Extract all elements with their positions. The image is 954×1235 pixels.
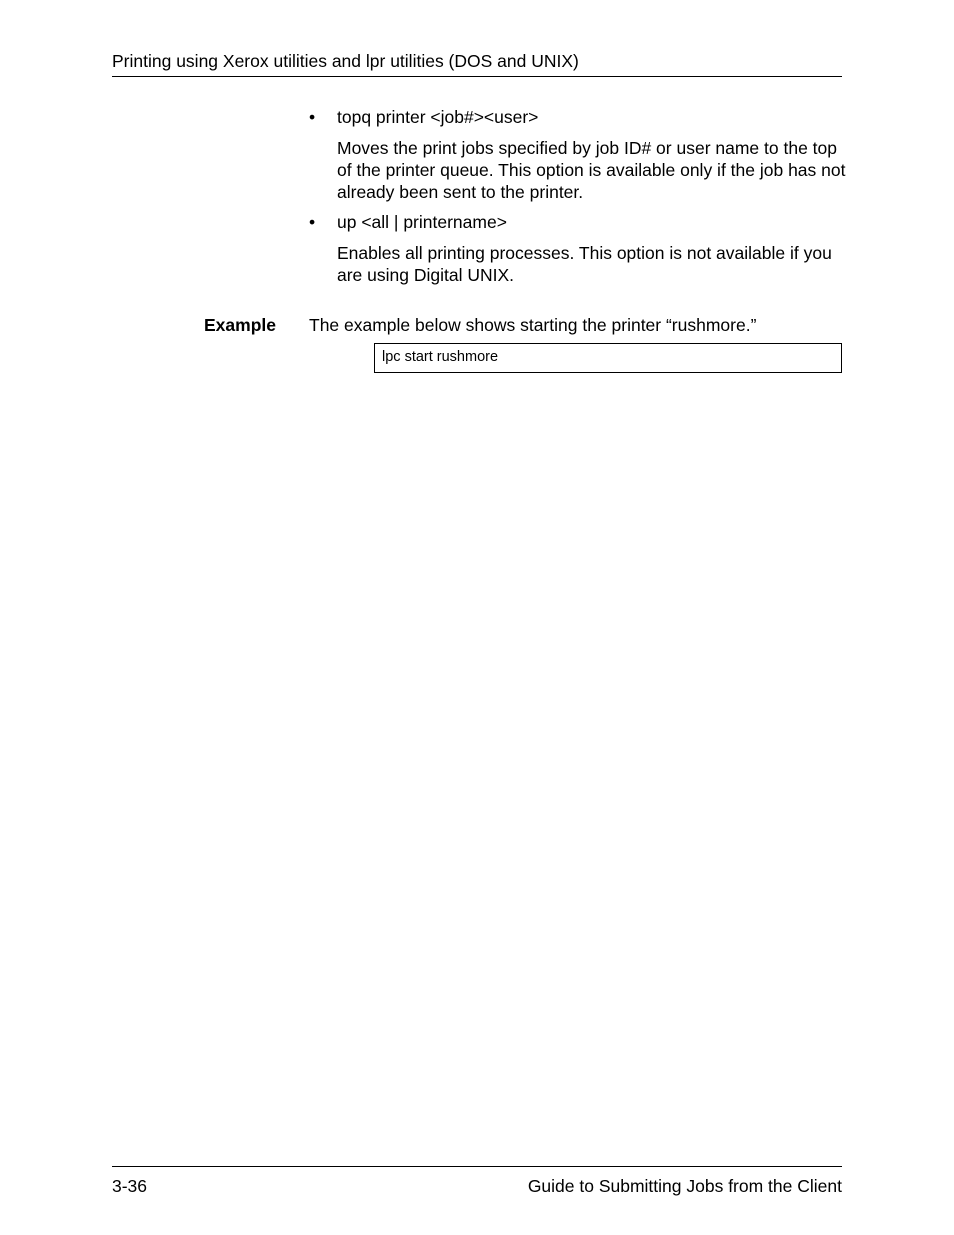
bullet-icon: • xyxy=(309,107,316,127)
list-item xyxy=(309,211,849,286)
guide-title: Guide to Submitting Jobs from the Client xyxy=(527,1176,842,1196)
command-description: Moves the print jobs specified by job ID# or user name to the top of the printer queue. This option is available only if the job has not already been sent to the printer. xyxy=(337,138,846,202)
code-text: lpc start rushmore xyxy=(382,349,499,365)
page-number: 3-36 xyxy=(112,1176,148,1196)
example-text: The example below shows starting the printer “rushmore.” xyxy=(309,315,757,335)
page-header xyxy=(112,50,842,77)
command-syntax: up <all | printername> xyxy=(337,212,507,232)
command-syntax: topq printer <job#><user> xyxy=(337,107,539,127)
command-description: Enables all printing processes. This option is not available if you are using Digital UNIX. xyxy=(337,243,832,285)
header-title: Printing using Xerox utilities and lpr utilities (DOS and UNIX) xyxy=(112,51,579,71)
example-label: Example xyxy=(204,315,276,335)
bullet-icon: • xyxy=(309,212,316,232)
list-item xyxy=(309,106,849,203)
bullet-list xyxy=(309,106,849,294)
page-footer xyxy=(112,1166,842,1203)
code-example-box xyxy=(374,343,842,373)
